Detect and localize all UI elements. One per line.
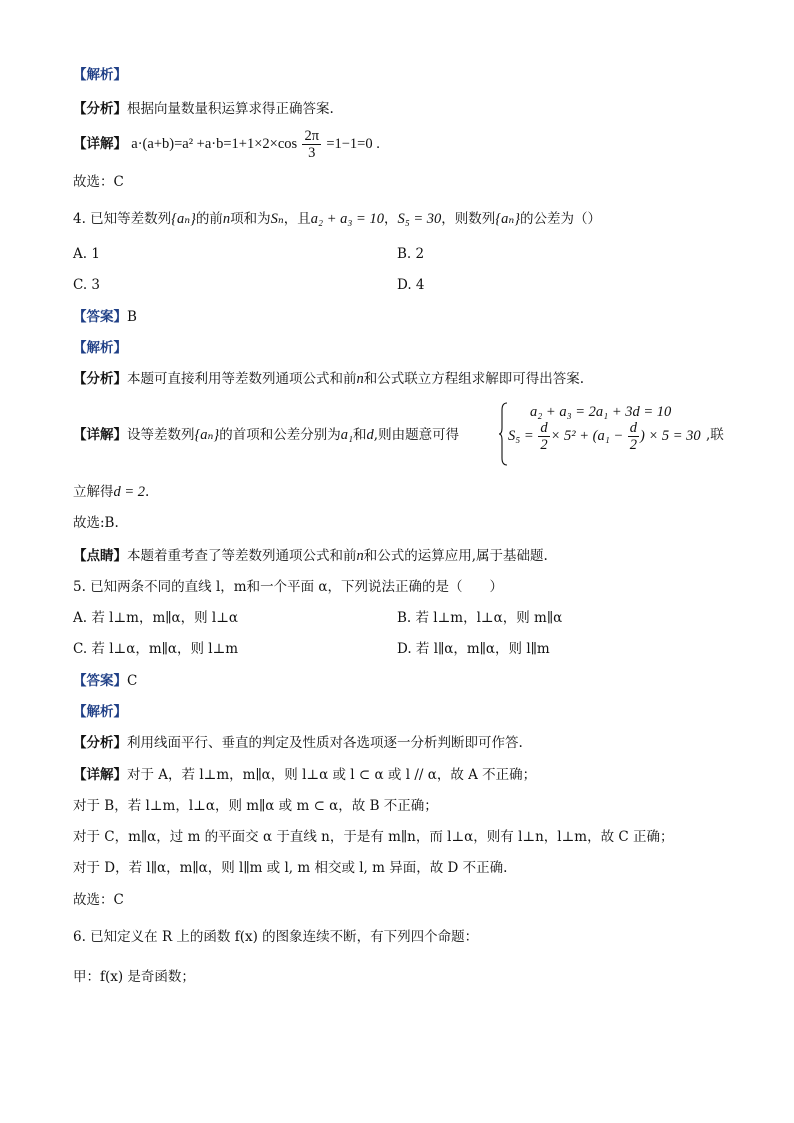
q4-answer: B (127, 309, 137, 325)
q4-detail-cont: ,联 (706, 427, 724, 443)
comment-label: 【点睛】 (73, 548, 127, 564)
q4-detail-line (73, 426, 459, 444)
q3-detail-line (73, 126, 380, 162)
q4-sys-frac1-num: d (540, 420, 548, 437)
q5-detail-line-d: 对于 D，若 l∥α，m∥α，则 l∥m 或 l, m 相交或 l, m 异面，故 D 不正确. (73, 860, 508, 876)
q4-stem-b: 的前 (195, 211, 223, 227)
q3-analysis-line (73, 100, 334, 118)
q4-detail-e: ,则由题意可得 (373, 427, 460, 443)
q6-stem: 6. 已知定义在 R 上的函数 f(x) 的图象连续不断，有下列四个命题： (73, 929, 479, 945)
q4-system-line1: a₂ + a₃ = 2a₁ + 3d = 10 (530, 404, 672, 420)
q4-analysis-a: 本题可直接利用等差数列通项公式和前 (127, 371, 357, 387)
q5-stem: 5. 已知两条不同的直线 l，m和一个平面 α，下列说法正确的是（ ） (73, 579, 503, 595)
q5-analysis-text: 利用线面平行、垂直的判定及性质对各选项逐一分析判断即可作答. (127, 735, 523, 751)
answer-label: 【答案】 (73, 673, 127, 689)
q4-stem-f: ，则数列 (441, 211, 496, 227)
q4-answer-choice: 故选:B. (73, 515, 119, 531)
detail-label: 【详解】 (73, 427, 127, 443)
answer-label: 【答案】 (73, 309, 127, 325)
q4-analysis-n: n (356, 371, 364, 387)
q4-detail-a1: a₁ (340, 427, 354, 443)
q4-stem-sn: Sₙ (270, 211, 284, 227)
q4-stem-d: ，且 (283, 211, 311, 227)
q3-answer-choice: 故选：C (73, 174, 124, 190)
q4-system-line2 (508, 418, 701, 454)
q4-stem-c: 项和为 (230, 211, 271, 227)
q4-detail-c: 和 (353, 427, 367, 443)
q4-detail-a: 设等差数列 (127, 427, 195, 443)
q5-detail-line-b: 对于 B，若 l⊥m，l⊥α，则 m∥α 或 m ⊂ α，故 B 不正确； (73, 798, 438, 814)
q5-detail-line-c: 对于 C，m∥α，过 m 的平面交 α 于直线 n，于是有 m∥n，而 l⊥α，则有 l⊥n，l⊥m，故 C 正确； (73, 829, 674, 845)
q4-sys-frac2 (628, 420, 639, 453)
q4-solve-expr: d = 2 (113, 484, 146, 500)
q3-fraction-num: 2π (304, 128, 320, 144)
q5-answer: C (127, 673, 138, 689)
q4-stem-a: 4. 已知等差数列 (73, 211, 172, 227)
q5-detail-line-a (73, 766, 536, 784)
q5-option-d: D. 若 l∥α，m∥α，则 l∥m (397, 641, 550, 657)
q4-analysis-b: 和公式联立方程组求解即可得出答案. (363, 371, 585, 387)
q4-option-a: A. 1 (73, 246, 100, 262)
q4-sys-frac1-den: 2 (540, 437, 548, 454)
q4-solve-end: . (145, 484, 150, 500)
q4-analysis-line (73, 370, 584, 388)
q4-option-d: D. 4 (397, 277, 425, 293)
q5-answer-choice: 故选：C (73, 892, 124, 908)
q4-detail-seq: {aₙ} (194, 427, 220, 443)
q3-analysis-text: 根据向量数量积运算求得正确答案. (127, 101, 334, 117)
q5-option-a: A. 若 l⊥m，m∥α，则 l⊥α (73, 610, 239, 626)
q4-stem (73, 210, 601, 228)
analysis-tag: 【解析】 (73, 704, 127, 720)
q4-option-c: C. 3 (73, 277, 101, 293)
q4-stem-e: ， (383, 211, 398, 227)
q4-sys-post: ) × 5 = 30 (640, 428, 701, 444)
q4-sys-frac2-den: 2 (629, 437, 638, 454)
q4-comment-b: 和公式的运算应用,属于基础题. (363, 548, 548, 564)
q4-solve-line (73, 483, 149, 501)
q4-stem-g: 的公差为（） (520, 211, 602, 227)
q5-option-c: C. 若 l⊥α，m∥α，则 l⊥m (73, 641, 239, 657)
system-brace-icon (498, 402, 508, 466)
q4-comment-n: n (356, 548, 364, 564)
q5-analysis-line (73, 734, 523, 752)
q4-detail-b: 的首项和公差分别为 (219, 427, 341, 443)
q4-sys-pre: S₅ = (508, 428, 534, 444)
q4-sys-frac2-num: d (629, 420, 638, 437)
q5-option-b: B. 若 l⊥m，l⊥α，则 m∥α (397, 610, 563, 626)
q4-stem-n: n (222, 211, 231, 227)
q4-detail-d: d (366, 427, 374, 443)
q4-stem-seq: {aₙ} (171, 211, 196, 227)
q3-fraction-den: 3 (308, 145, 316, 161)
q4-comment-a: 本题着重考查了等差数列通项公式和前 (127, 548, 357, 564)
analysis-label: 【分析】 (73, 371, 127, 387)
detail-label: 【详解】 (73, 767, 127, 783)
q6-proposition-jia: 甲：f(x) 是奇函数； (73, 969, 195, 985)
analysis-label: 【分析】 (73, 735, 127, 751)
q4-sys-frac1 (538, 420, 549, 453)
q5-detail-a: 对于 A，若 l⊥m，m∥α，则 l⊥α 或 l ⊂ α 或 l // α，故 A 不正确； (127, 767, 537, 783)
q4-comment-line (73, 547, 548, 565)
analysis-tag: 【解析】 (73, 340, 127, 356)
q4-stem-cond2: S₅ = 30 (397, 211, 442, 227)
analysis-label: 【分析】 (73, 101, 127, 117)
q4-sys-mid: × 5² + (a₁ − (550, 428, 624, 444)
detail-label: 【详解】 (73, 136, 127, 152)
analysis-tag: 【解析】 (73, 67, 127, 83)
q4-solve-text: 立解得 (73, 484, 114, 500)
q5-answer-line (73, 672, 137, 690)
q4-option-b: B. 2 (397, 246, 425, 262)
q4-stem-seq2: {aₙ} (495, 211, 521, 227)
q4-stem-cond1: a₂ + a₃ = 10 (310, 211, 384, 227)
q3-fraction (302, 128, 321, 161)
q4-answer-line (73, 308, 137, 326)
q3-detail-expr-b: =1−1=0 . (326, 136, 380, 152)
q3-detail-expr-a: a·(a+b)=a² +a·b=1+1×2×cos (131, 136, 298, 152)
